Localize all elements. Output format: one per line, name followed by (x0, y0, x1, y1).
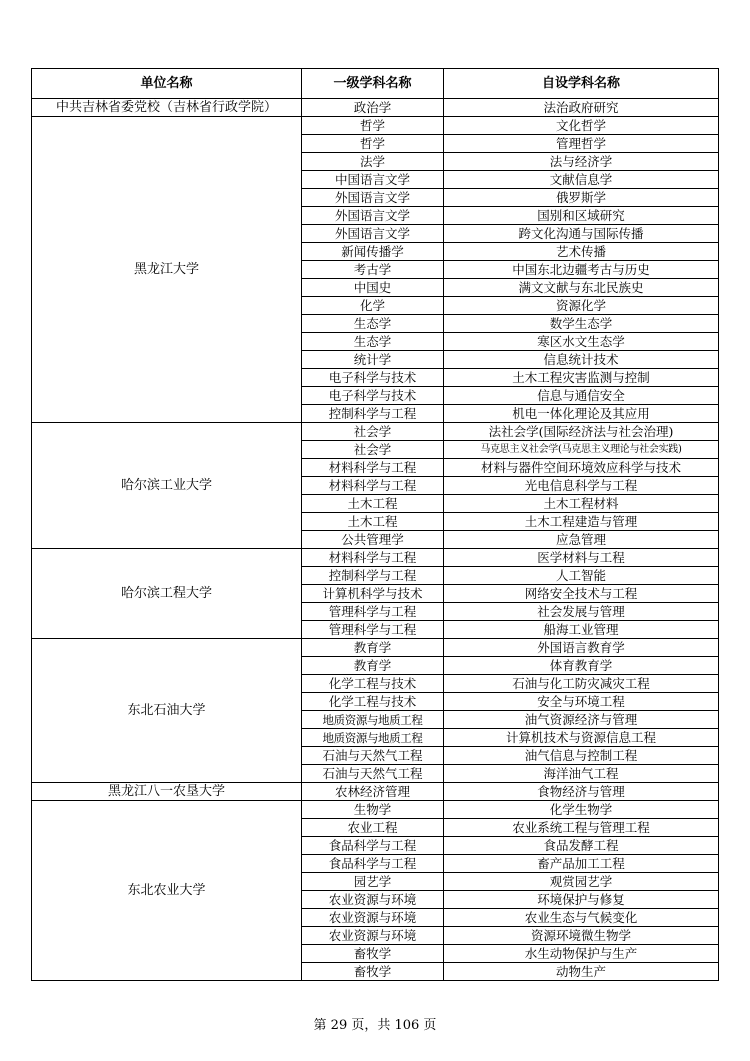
self-set-discipline-cell: 食品发酵工程 (444, 837, 719, 855)
self-set-discipline-cell: 农业系统工程与管理工程 (444, 819, 719, 837)
primary-discipline-cell: 材料科学与工程 (302, 477, 444, 495)
self-set-discipline-cell: 动物生产 (444, 963, 719, 981)
self-set-discipline-cell: 计算机技术与资源信息工程 (444, 729, 719, 747)
self-set-discipline-cell: 信息统计技术 (444, 351, 719, 369)
primary-discipline-cell: 哲学 (302, 135, 444, 153)
self-set-discipline-cell: 水生动物保护与生产 (444, 945, 719, 963)
self-set-discipline-cell: 光电信息科学与工程 (444, 477, 719, 495)
primary-discipline-cell: 计算机科学与技术 (302, 585, 444, 603)
primary-discipline-cell: 教育学 (302, 657, 444, 675)
primary-discipline-cell: 农业工程 (302, 819, 444, 837)
primary-discipline-cell: 生物学 (302, 801, 444, 819)
primary-discipline-cell: 材料科学与工程 (302, 459, 444, 477)
primary-discipline-cell: 新闻传播学 (302, 243, 444, 261)
primary-discipline-cell: 中国语言文学 (302, 171, 444, 189)
primary-discipline-cell: 园艺学 (302, 873, 444, 891)
page-footer: 第 29 页，共 106 页 (313, 1018, 437, 1033)
self-set-discipline-cell: 机电一体化理论及其应用 (444, 405, 719, 423)
primary-discipline-cell: 土木工程 (302, 495, 444, 513)
primary-discipline-cell: 化学工程与技术 (302, 693, 444, 711)
self-set-discipline-cell: 法社会学(国际经济法与社会治理) (444, 423, 719, 441)
self-set-discipline-cell: 资源环境微生物学 (444, 927, 719, 945)
unit-name-cell: 中共吉林省委党校（吉林省行政学院） (32, 99, 302, 117)
primary-discipline-cell: 食品科学与工程 (302, 855, 444, 873)
primary-discipline-cell: 畜牧学 (302, 963, 444, 981)
unit-name-cell: 哈尔滨工程大学 (32, 549, 302, 639)
unit-name-cell: 东北石油大学 (32, 639, 302, 783)
primary-discipline-cell: 外国语言文学 (302, 189, 444, 207)
self-set-discipline-cell: 医学材料与工程 (444, 549, 719, 567)
self-set-discipline-cell: 管理哲学 (444, 135, 719, 153)
self-set-discipline-cell: 石油与化工防灾减灾工程 (444, 675, 719, 693)
table-row (32, 117, 719, 135)
primary-discipline-cell: 电子科学与技术 (302, 387, 444, 405)
unit-name-cell: 东北农业大学 (32, 801, 302, 981)
header-primary-discipline: 一级学科名称 (302, 69, 444, 99)
self-set-discipline-cell: 农业生态与气候变化 (444, 909, 719, 927)
table-row (32, 423, 719, 441)
self-set-discipline-cell: 跨文化沟通与国际传播 (444, 225, 719, 243)
primary-discipline-cell: 中国史 (302, 279, 444, 297)
primary-discipline-cell: 生态学 (302, 333, 444, 351)
self-set-discipline-cell: 油气信息与控制工程 (444, 747, 719, 765)
self-set-discipline-cell: 满文文献与东北民族史 (444, 279, 719, 297)
self-set-discipline-cell: 土木工程建造与管理 (444, 513, 719, 531)
self-set-discipline-cell: 海洋油气工程 (444, 765, 719, 783)
primary-discipline-cell: 控制科学与工程 (302, 405, 444, 423)
primary-discipline-cell: 材料科学与工程 (302, 549, 444, 567)
self-set-discipline-cell: 观赏园艺学 (444, 873, 719, 891)
self-set-discipline-cell: 数学生态学 (444, 315, 719, 333)
primary-discipline-cell: 石油与天然气工程 (302, 765, 444, 783)
primary-discipline-cell: 畜牧学 (302, 945, 444, 963)
primary-discipline-cell: 外国语言文学 (302, 225, 444, 243)
self-set-discipline-cell: 油气资源经济与管理 (444, 711, 719, 729)
primary-discipline-cell: 生态学 (302, 315, 444, 333)
self-set-discipline-cell: 安全与环境工程 (444, 693, 719, 711)
table-row (32, 99, 719, 117)
header-unit-name: 单位名称 (32, 69, 302, 99)
self-set-discipline-cell: 文化哲学 (444, 117, 719, 135)
table-row (32, 639, 719, 657)
primary-discipline-cell: 统计学 (302, 351, 444, 369)
primary-discipline-cell: 农业资源与环境 (302, 909, 444, 927)
unit-name-cell: 黑龙江大学 (32, 117, 302, 423)
primary-discipline-cell: 农业资源与环境 (302, 927, 444, 945)
primary-discipline-cell: 食品科学与工程 (302, 837, 444, 855)
self-set-discipline-cell: 畜产品加工工程 (444, 855, 719, 873)
primary-discipline-cell: 哲学 (302, 117, 444, 135)
self-set-discipline-cell: 船海工业管理 (444, 621, 719, 639)
table-header (32, 69, 719, 99)
self-set-discipline-cell: 文献信息学 (444, 171, 719, 189)
primary-discipline-cell: 农业资源与环境 (302, 891, 444, 909)
header-row (32, 69, 719, 99)
primary-discipline-cell: 管理科学与工程 (302, 621, 444, 639)
self-set-discipline-cell: 中国东北边疆考古与历史 (444, 261, 719, 279)
self-set-discipline-cell: 社会发展与管理 (444, 603, 719, 621)
primary-discipline-cell: 农林经济管理 (302, 783, 444, 801)
primary-discipline-cell: 化学 (302, 297, 444, 315)
self-set-discipline-cell: 外国语言教育学 (444, 639, 719, 657)
primary-discipline-cell: 社会学 (302, 441, 444, 459)
table-row (32, 783, 719, 801)
header-self-set-discipline: 自设学科名称 (444, 69, 719, 99)
primary-discipline-cell: 地质资源与地质工程 (302, 711, 444, 729)
primary-discipline-cell: 政治学 (302, 99, 444, 117)
primary-discipline-cell: 外国语言文学 (302, 207, 444, 225)
self-set-discipline-cell: 环境保护与修复 (444, 891, 719, 909)
primary-discipline-cell: 控制科学与工程 (302, 567, 444, 585)
primary-discipline-cell: 公共管理学 (302, 531, 444, 549)
self-set-discipline-cell: 应急管理 (444, 531, 719, 549)
self-set-discipline-cell: 资源化学 (444, 297, 719, 315)
self-set-discipline-cell: 材料与器件空间环境效应科学与技术 (444, 459, 719, 477)
self-set-discipline-cell: 法治政府研究 (444, 99, 719, 117)
self-set-discipline-cell: 土木工程材料 (444, 495, 719, 513)
unit-name-cell: 哈尔滨工业大学 (32, 423, 302, 549)
self-set-discipline-cell: 食物经济与管理 (444, 783, 719, 801)
self-set-discipline-cell: 体育教育学 (444, 657, 719, 675)
table-row (32, 549, 719, 567)
self-set-discipline-cell: 法与经济学 (444, 153, 719, 171)
table-body (32, 99, 719, 981)
unit-name-cell: 黑龙江八一农垦大学 (32, 783, 302, 801)
self-set-discipline-cell: 艺术传播 (444, 243, 719, 261)
self-set-discipline-cell: 俄罗斯学 (444, 189, 719, 207)
self-set-discipline-cell: 马克思主义社会学(马克思主义理论与社会实践) (444, 441, 719, 459)
primary-discipline-cell: 石油与天然气工程 (302, 747, 444, 765)
primary-discipline-cell: 电子科学与技术 (302, 369, 444, 387)
primary-discipline-cell: 考古学 (302, 261, 444, 279)
primary-discipline-cell: 法学 (302, 153, 444, 171)
self-set-discipline-cell: 人工智能 (444, 567, 719, 585)
primary-discipline-cell: 地质资源与地质工程 (302, 729, 444, 747)
self-set-discipline-cell: 网络安全技术与工程 (444, 585, 719, 603)
primary-discipline-cell: 化学工程与技术 (302, 675, 444, 693)
primary-discipline-cell: 管理科学与工程 (302, 603, 444, 621)
discipline-table (31, 68, 719, 981)
self-set-discipline-cell: 土木工程灾害监测与控制 (444, 369, 719, 387)
self-set-discipline-cell: 寒区水文生态学 (444, 333, 719, 351)
primary-discipline-cell: 土木工程 (302, 513, 444, 531)
self-set-discipline-cell: 化学生物学 (444, 801, 719, 819)
self-set-discipline-cell: 国别和区域研究 (444, 207, 719, 225)
self-set-discipline-cell: 信息与通信安全 (444, 387, 719, 405)
primary-discipline-cell: 社会学 (302, 423, 444, 441)
table-row (32, 801, 719, 819)
primary-discipline-cell: 教育学 (302, 639, 444, 657)
